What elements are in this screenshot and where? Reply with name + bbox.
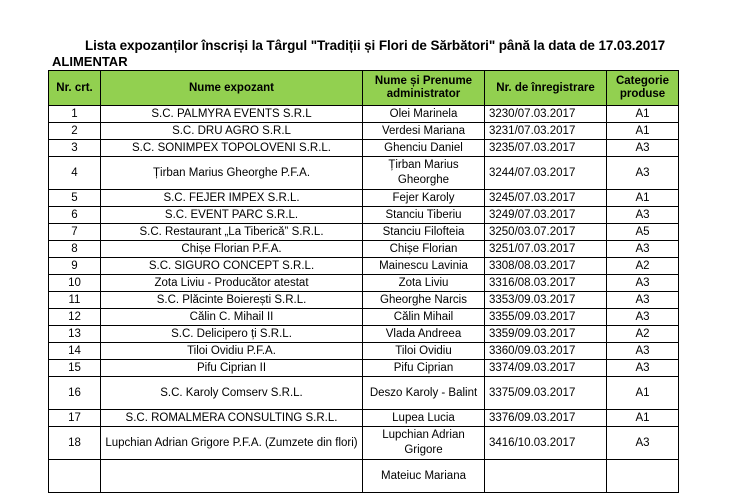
cell-category: A3: [607, 241, 679, 258]
table-row: [49, 258, 679, 275]
cell-category: A1: [607, 123, 679, 140]
cell-category: A3: [607, 360, 679, 377]
cell-administrator: Deszo Karoly - Balint: [363, 377, 485, 410]
cell-administrator: Pifu Ciprian: [363, 360, 485, 377]
table-row: [49, 326, 679, 343]
cell-nr: 16: [49, 377, 101, 410]
table-row: [49, 343, 679, 360]
cell-nr: 5: [49, 190, 101, 207]
cell-administrator: Fejer Karoly: [363, 190, 485, 207]
cell-category: A3: [607, 275, 679, 292]
cell-nr: 14: [49, 343, 101, 360]
cell-exhibitor-name: Lupchian Adrian Grigore P.F.A. (Zumzete din flori): [101, 427, 363, 460]
table-row: [49, 157, 679, 190]
table-row: [49, 106, 679, 123]
cell-category: A3: [607, 427, 679, 460]
cell-administrator: Olei Marinela: [363, 106, 485, 123]
cell-registration-number: 3245/07.03.2017: [485, 190, 607, 207]
cell-category: [607, 460, 679, 493]
table-row: [49, 241, 679, 258]
cell-category: A1: [607, 410, 679, 427]
cell-registration-number: 3251/07.03.2017: [485, 241, 607, 258]
cell-exhibitor-name: Pifu Ciprian II: [101, 360, 363, 377]
cell-nr: 13: [49, 326, 101, 343]
cell-nr: 6: [49, 207, 101, 224]
cell-category: A2: [607, 326, 679, 343]
cell-exhibitor-name: Chișe Florian P.F.A.: [101, 241, 363, 258]
cell-administrator: Tiloi Ovidiu: [363, 343, 485, 360]
cell-nr: 18: [49, 427, 101, 460]
table-row: [49, 190, 679, 207]
table-row: [49, 207, 679, 224]
cell-registration-number: 3308/08.03.2017: [485, 258, 607, 275]
header-cat: Categorie produse: [607, 71, 679, 106]
cell-category: A3: [607, 292, 679, 309]
cell-registration-number: 3359/09.03.2017: [485, 326, 607, 343]
document-title: Lista expozanților înscriși la Târgul "Tradiții și Flori de Sărbători" până la data de 17.03.2017: [84, 38, 666, 53]
cell-registration-number: 3376/09.03.2017: [485, 410, 607, 427]
cell-registration-number: 3374/09.03.2017: [485, 360, 607, 377]
cell-exhibitor-name: [101, 460, 363, 493]
cell-nr: 17: [49, 410, 101, 427]
table-row: [49, 427, 679, 460]
cell-nr: 4: [49, 157, 101, 190]
cell-exhibitor-name: S.C. ROMALMERA CONSULTING S.R.L.: [101, 410, 363, 427]
cell-nr: 10: [49, 275, 101, 292]
cell-nr: 3: [49, 140, 101, 157]
cell-registration-number: 3353/09.03.2017: [485, 292, 607, 309]
cell-registration-number: 3235/07.03.2017: [485, 140, 607, 157]
table-row: [49, 309, 679, 326]
cell-exhibitor-name: S.C. Plăcinte Boierești S.R.L.: [101, 292, 363, 309]
table-row: [49, 410, 679, 427]
table-header-row: [49, 71, 679, 106]
table-row: [49, 123, 679, 140]
cell-administrator: Călin Mihail: [363, 309, 485, 326]
cell-nr: 2: [49, 123, 101, 140]
cell-exhibitor-name: S.C. Restaurant „La Tiberică” S.R.L.: [101, 224, 363, 241]
cell-administrator: Lupea Lucia: [363, 410, 485, 427]
cell-administrator: Verdesi Mariana: [363, 123, 485, 140]
table-row: [49, 292, 679, 309]
cell-nr: 12: [49, 309, 101, 326]
table-row: [49, 360, 679, 377]
cell-administrator: Gheorghe Narcis: [363, 292, 485, 309]
cell-registration-number: 3250/03.07.2017: [485, 224, 607, 241]
cell-category: A3: [607, 207, 679, 224]
cell-exhibitor-name: S.C. DRU AGRO S.R.L: [101, 123, 363, 140]
cell-category: A3: [607, 309, 679, 326]
cell-category: A1: [607, 377, 679, 410]
cell-nr: 11: [49, 292, 101, 309]
cell-exhibitor-name: S.C. SONIMPEX TOPOLOVENI S.R.L.: [101, 140, 363, 157]
section-heading: ALIMENTAR: [52, 54, 128, 69]
cell-nr: 9: [49, 258, 101, 275]
cell-registration-number: 3316/08.03.2017: [485, 275, 607, 292]
cell-category: A1: [607, 190, 679, 207]
cell-registration-number: 3244/07.03.2017: [485, 157, 607, 190]
table-row: [49, 460, 679, 493]
cell-administrator: Chișe Florian: [363, 241, 485, 258]
cell-registration-number: 3249/07.03.2017: [485, 207, 607, 224]
cell-registration-number: 3230/07.03.2017: [485, 106, 607, 123]
cell-category: A2: [607, 258, 679, 275]
cell-registration-number: 3360/09.03.2017: [485, 343, 607, 360]
cell-exhibitor-name: Zota Liviu - Producător atestat: [101, 275, 363, 292]
cell-administrator: Lupchian Adrian Grigore: [363, 427, 485, 460]
cell-administrator: Zota Liviu: [363, 275, 485, 292]
cell-nr: 15: [49, 360, 101, 377]
cell-administrator: Stanciu Tiberiu: [363, 207, 485, 224]
cell-administrator: Stanciu Filofteia: [363, 224, 485, 241]
table-row: [49, 224, 679, 241]
cell-nr: [49, 460, 101, 493]
table-row: [49, 377, 679, 410]
cell-category: A3: [607, 157, 679, 190]
cell-administrator: Ghenciu Daniel: [363, 140, 485, 157]
cell-registration-number: 3355/09.03.2017: [485, 309, 607, 326]
cell-exhibitor-name: S.C. PALMYRA EVENTS S.R.L: [101, 106, 363, 123]
cell-exhibitor-name: S.C. Karoly Comserv S.R.L.: [101, 377, 363, 410]
cell-administrator: Țirban Marius Gheorghe: [363, 157, 485, 190]
cell-exhibitor-name: S.C. EVENT PARC S.R.L.: [101, 207, 363, 224]
cell-category: A5: [607, 224, 679, 241]
cell-category: A3: [607, 140, 679, 157]
cell-registration-number: 3231/07.03.2017: [485, 123, 607, 140]
cell-registration-number: 3375/09.03.2017: [485, 377, 607, 410]
cell-exhibitor-name: S.C. SIGURO CONCEPT S.R.L.: [101, 258, 363, 275]
cell-exhibitor-name: S.C. FEJER IMPEX S.R.L.: [101, 190, 363, 207]
cell-exhibitor-name: Țirban Marius Gheorghe P.F.A.: [101, 157, 363, 190]
cell-exhibitor-name: Călin C. Mihail II: [101, 309, 363, 326]
cell-registration-number: 3416/10.03.2017: [485, 427, 607, 460]
cell-category: A1: [607, 106, 679, 123]
header-reg: Nr. de înregistrare: [485, 71, 607, 106]
cell-nr: 1: [49, 106, 101, 123]
header-nr: Nr. crt.: [49, 71, 101, 106]
header-name: Nume expozant: [101, 71, 363, 106]
cell-administrator: Mateiuc Mariana: [363, 460, 485, 493]
header-admin: Nume și Prenume administrator: [363, 71, 485, 106]
cell-registration-number: [485, 460, 607, 493]
cell-category: A3: [607, 343, 679, 360]
cell-administrator: Mainescu Lavinia: [363, 258, 485, 275]
table-row: [49, 275, 679, 292]
cell-nr: 7: [49, 224, 101, 241]
cell-nr: 8: [49, 241, 101, 258]
table-row: [49, 140, 679, 157]
cell-exhibitor-name: S.C. Delicipero ți S.R.L.: [101, 326, 363, 343]
table-body: [49, 106, 679, 493]
cell-exhibitor-name: Tiloi Ovidiu P.F.A.: [101, 343, 363, 360]
cell-administrator: Vlada Andreea: [363, 326, 485, 343]
exhibitors-table: [48, 70, 679, 493]
